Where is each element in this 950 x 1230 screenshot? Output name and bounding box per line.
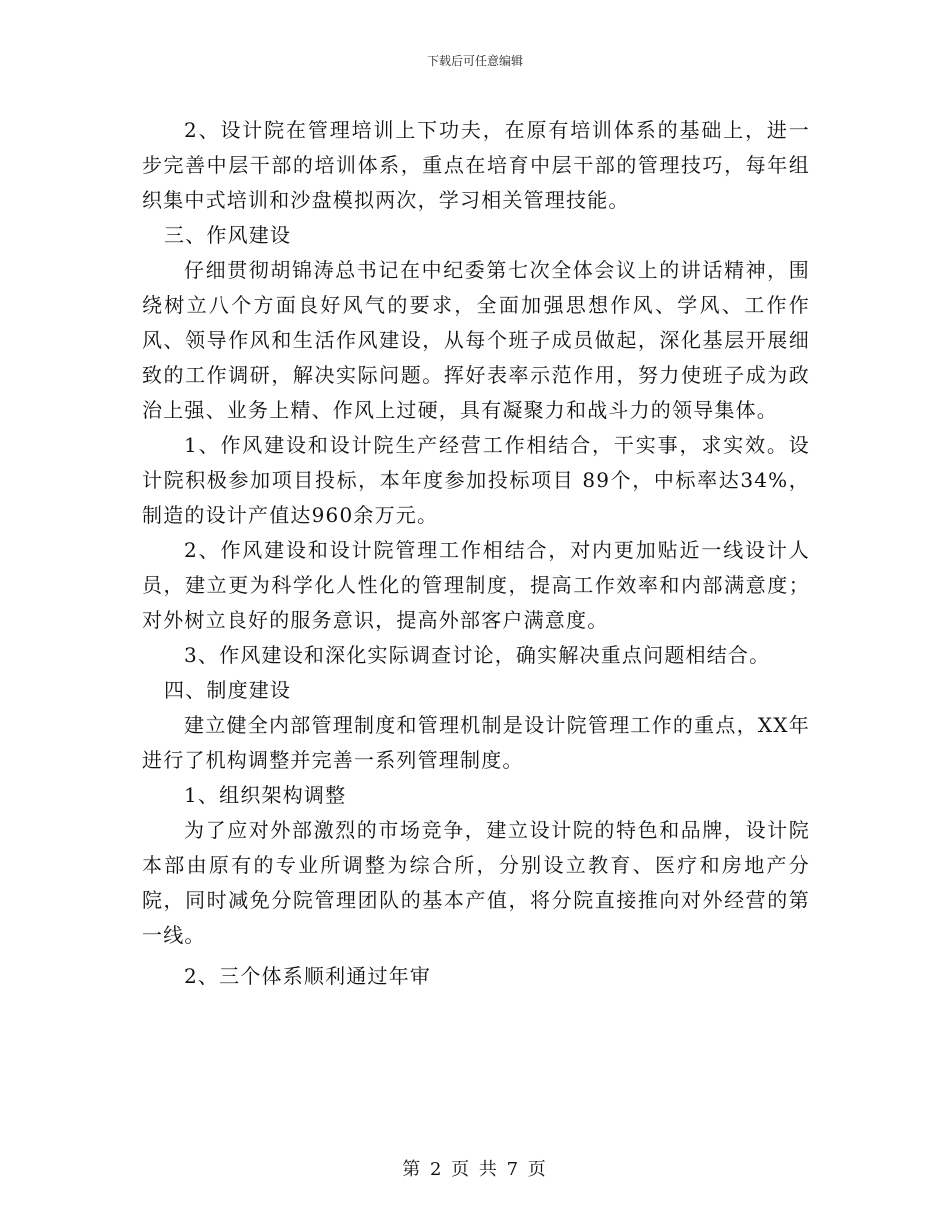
page-number: 第 2 页 共 7 页 [402, 1159, 548, 1180]
subheading-org-structure: 1、组织架构调整 [184, 783, 347, 807]
paragraph-training: 2、设计院在管理培训上下功夫，在原有培训体系的基础上，进一步完善中层干部的培训体系，重点在培育中层干部的管理技巧，每年组织集中式培训和沙盘模拟两次，学习相关管理技能。 [142, 118, 810, 212]
subheading-annual-review: 2、三个体系顺利通过年审 [184, 964, 432, 988]
paragraph-system-intro: 建立健全内部管理制度和管理机制是设计院管理工作的重点，XX年进行了机构调整并完善一系列管理制度。 [142, 713, 810, 772]
paragraph-org-structure: 为了应对外部激烈的市场竞争，建立设计院的特色和品牌，设计院本部由原有的专业所调整为综合所，分别设立教育、医疗和房地产分院，同时减免分院管理团队的基本产值，将分院直接推向对外经营的第一线。 [142, 818, 810, 947]
page-header-note: 下载后可任意编辑 [426, 54, 523, 68]
document-body [142, 113, 810, 994]
paragraph-style-intro: 仔细贯彻胡锦涛总书记在中纪委第七次全体会议上的讲话精神，围绕树立八个方面良好风气的要求，全面加强思想作风、学风、工作作风、领导作风和生活作风建设，从每个班子成员做起，深化基层开展细致的工作调研，解决实际问题。挥好表率示范作用，努力使班子成为政治上强、业务上精、作风上过硬，具有凝聚力和战斗力的领导集体。 [142, 258, 810, 422]
paragraph-style-point-2: 2、作风建设和设计院管理工作相结合，对内更加贴近一线设计人员，建立更为科学化人性化的管理制度，提高工作效率和内部满意度；对外树立良好的服务意识，提高外部客户满意度。 [142, 538, 810, 632]
paragraph-style-point-1: 1、作风建设和设计院生产经营工作相结合，干实事，求实效。设计院积极参加项目投标，本年度参加投标项目 89个，中标率达34%，制造的设计产值达960余万元。 [142, 433, 810, 527]
section-heading-style: 三、作风建设 [164, 223, 292, 247]
section-heading-system: 四、制度建设 [164, 678, 292, 702]
paragraph-style-point-3: 3、作风建设和深化实际调查讨论，确实解决重点问题相结合。 [184, 643, 771, 667]
